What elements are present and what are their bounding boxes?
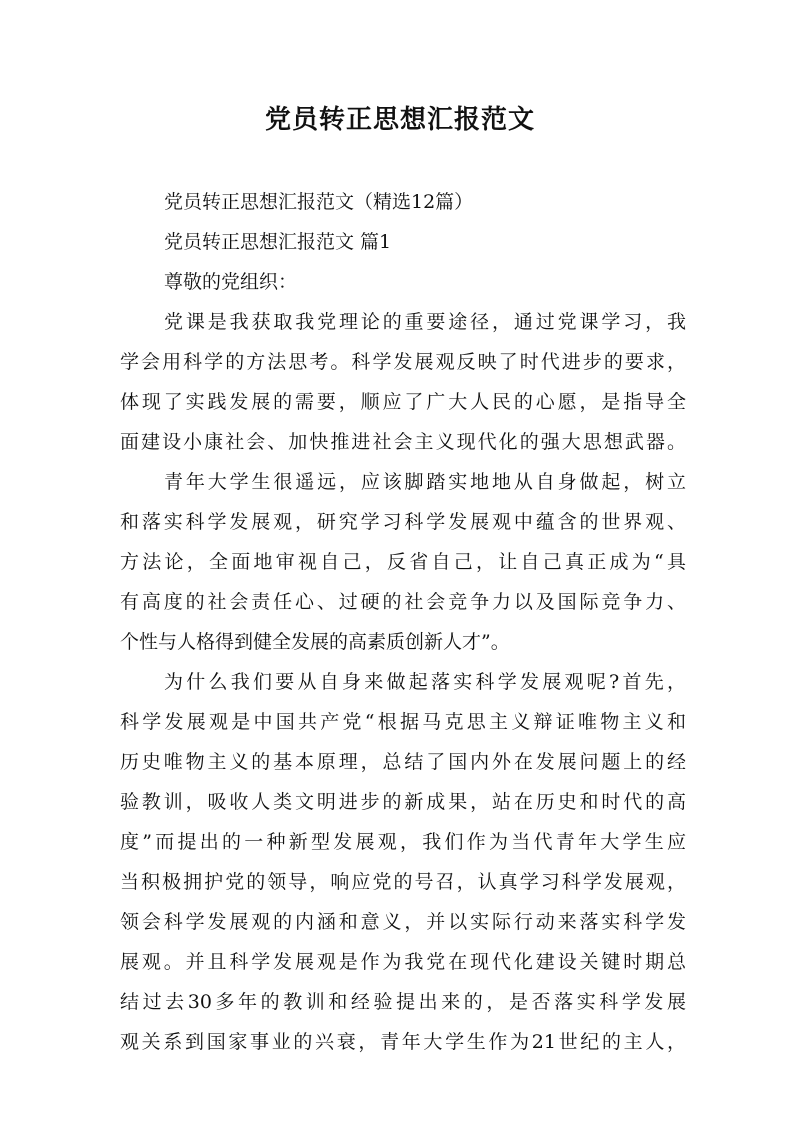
text-line: 党员转正思想汇报范文 篇1 — [164, 231, 392, 253]
document-title: 党员转正思想汇报范文 — [264, 105, 535, 135]
text-line: 党课是我获取我党理论的重要途径，通过党课学习，我 — [164, 311, 686, 333]
text-line: 方法论，全面地审视自己，反省自己，让自己真正成为“具 — [120, 551, 686, 573]
text-line: 观关系到国家事业的兴衰，青年大学生作为21世纪的主人， — [120, 1031, 686, 1053]
text-line: 为什么我们要从自身来做起落实科学发展观呢?首先， — [164, 671, 686, 693]
text-line: 面建设小康社会、加快推进社会主义现代化的强大思想武器。 — [120, 431, 686, 453]
text-line: 历史唯物主义的基本原理，总结了国内外在发展问题上的经 — [120, 751, 686, 773]
text-line: 科学发展观是中国共产党“根据马克思主义辩证唯物主义和 — [120, 711, 686, 733]
text-line: 党员转正思想汇报范文（精选12篇） — [164, 191, 474, 213]
text-line: 有高度的社会责任心、过硬的社会竞争力以及国际竞争力、 — [120, 591, 686, 613]
text-line: 体现了实践发展的需要，顺应了广大人民的心愿，是指导全 — [120, 391, 686, 413]
text-line: 尊敬的党组织： — [164, 271, 298, 293]
text-line: 展观。并且科学发展观是作为我党在现代化建设关键时期总 — [120, 951, 686, 973]
text-line: 青年大学生很遥远，应该脚踏实地地从自身做起，树立 — [164, 471, 686, 493]
text-line: 学会用科学的方法思考。科学发展观反映了时代进步的要求， — [120, 351, 686, 373]
text-line: 结过去30多年的教训和经验提出来的，是否落实科学发展 — [120, 991, 686, 1013]
text-line: 验教训，吸收人类文明进步的新成果，站在历史和时代的高 — [120, 791, 686, 813]
text-line: 度”而提出的一种新型发展观，我们作为当代青年大学生应 — [120, 831, 686, 853]
text-line: 和落实科学发展观，研究学习科学发展观中蕴含的世界观、 — [120, 511, 686, 533]
text-line: 个性与人格得到健全发展的高素质创新人才”。 — [120, 631, 510, 653]
text-line: 当积极拥护党的领导，响应党的号召，认真学习科学发展观， — [120, 871, 686, 893]
text-line: 领会科学发展观的内涵和意义，并以实际行动来落实科学发 — [120, 911, 686, 933]
document-body — [120, 182, 686, 1062]
